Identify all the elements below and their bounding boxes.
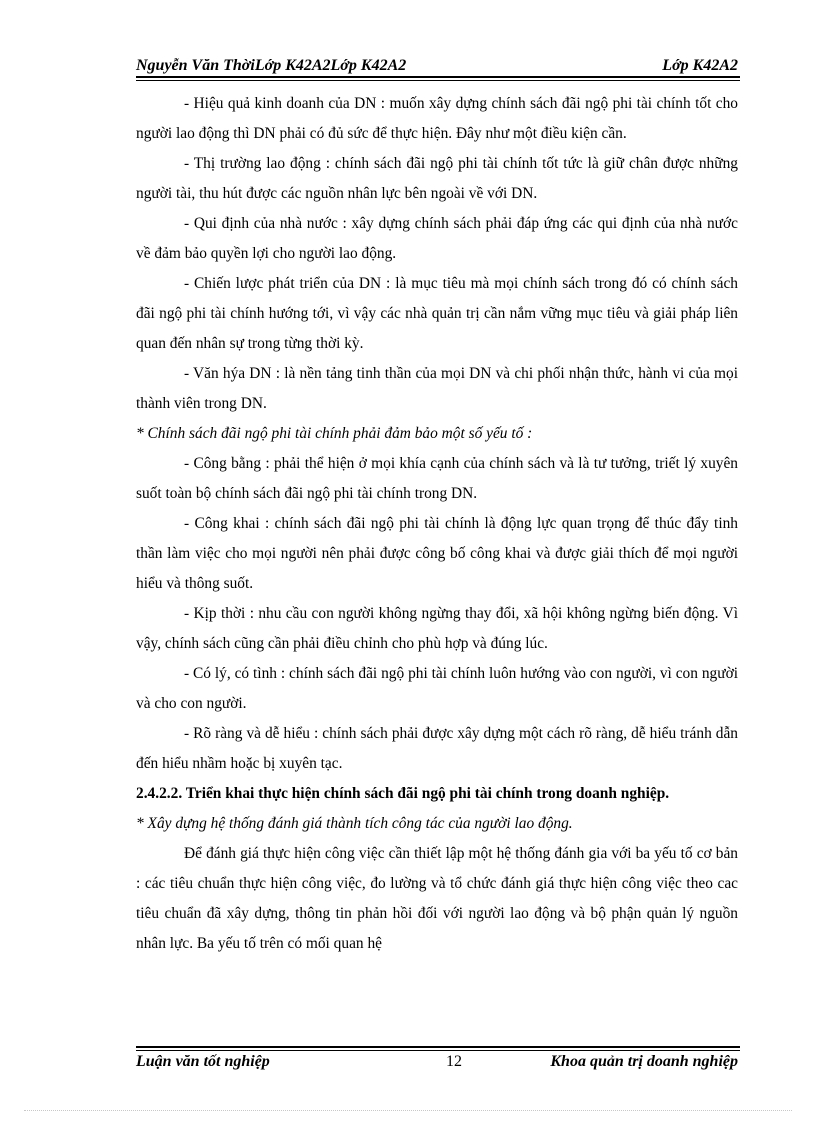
- paragraph-labor-market: - Thị trường lao động : chính sách đãi ngộ phi tài chính tốt tức là giữ chân được những người tài, thu hút được các nguồn nhân lực bên ngoài về với DN.: [136, 155, 738, 202]
- subheading-policy-factors: * Chính sách đãi ngộ phi tài chính phải đảm bảo một số yếu tố :: [136, 425, 533, 442]
- paragraph-state-regulations: - Qui định của nhà nước : xây dựng chính sách phải đáp ứng các qui định của nhà nước về đảm bảo quyền lợi cho người lao động.: [136, 215, 738, 262]
- subheading-evaluation-system: * Xây dựng hệ thống đánh giá thành tích công tác của người lao động.: [136, 815, 573, 832]
- document-body: [136, 89, 738, 959]
- page-number: 12: [446, 1053, 462, 1070]
- paragraph-fairness: - Công bằng : phải thể hiện ở mọi khía cạnh của chính sách và là tư tưởng, triết lý xuyên suốt toàn bộ chính sách đãi ngộ phi tài chính trong DN.: [136, 455, 738, 502]
- footer-faculty-label: Khoa quản trị doanh nghiệp: [550, 1053, 738, 1070]
- paragraph-clarity: - Rõ ràng và dễ hiểu : chính sách phải được xây dựng một cách rõ ràng, dễ hiểu tránh dẫn đến hiểu nhầm hoặc bị xuyên tạc.: [136, 725, 738, 772]
- footer-thesis-label: Luận văn tốt nghiệp: [136, 1053, 270, 1070]
- page-footer: [136, 1052, 738, 1074]
- page-bottom-border: [24, 1110, 792, 1111]
- paragraph-timeliness: - Kịp thời : nhu cầu con người không ngừng thay đổi, xã hội không ngừng biến động. Vì vậy, chính sách cũng cần phải điều chỉnh cho phù hợp và đúng lúc.: [136, 605, 738, 652]
- paragraph-reasonable: - Có lý, có tình : chính sách đãi ngộ phi tài chính luôn hướng vào con người, vì con người và cho con người.: [136, 665, 738, 712]
- header-class: Lớp K42A2: [662, 57, 738, 74]
- header-rule: [136, 76, 740, 78]
- paragraph-corporate-culture: - Văn hýa DN : là nền tảng tinh thần của mọi DN và chi phối nhận thức, hành vi của mọi thành viên trong DN.: [136, 365, 738, 412]
- footer-rule: [136, 1046, 740, 1048]
- header-rule-thin: [136, 80, 740, 81]
- paragraph-development-strategy: - Chiến lược phát triển của DN : là mục tiêu mà mọi chính sách trong đó có chính sách đãi ngộ phi tài chính hướng tới, vì vậy các nhà quản trị cần nắm vững mục tiêu và giải pháp liên quan đến nhân sự trong từng thời kỳ.: [136, 275, 738, 352]
- header-author-class: Nguyễn Văn ThờiLớp K42A2Lớp K42A2: [136, 57, 407, 74]
- paragraph-business-efficiency: - Hiệu quả kinh doanh của DN : muốn xây dựng chính sách đãi ngộ phi tài chính tốt cho người lao động thì DN phải có đủ sức để thực hiện. Đây như một điều kiện cần.: [136, 95, 738, 142]
- section-heading-2-4-2-2: 2.4.2.2. Triển khai thực hiện chính sách đãi ngộ phi tài chính trong doanh nghiệp.: [136, 785, 670, 802]
- paragraph-evaluation: Để đánh giá thực hiện công việc cần thiết lập một hệ thống đánh gia với ba yếu tố cơ bản : các tiêu chuẩn thực hiện công việc, đo lường và tổ chức đánh giá thực hiện công việc theo cac tiêu chuẩn đã xây dựng, thông tin phản hồi đối với người lao động và bộ phận quản lý nguồn nhân lực. Ba yếu tố trên có mối quan hệ: [136, 845, 738, 952]
- page-header: [136, 52, 738, 76]
- footer-rule-thin: [136, 1050, 740, 1051]
- paragraph-transparency: - Công khai : chính sách đãi ngộ phi tài chính là động lực quan trọng để thúc đẩy tinh thần làm việc cho mọi người nên phải được công bố công khai và được giải thích để mọi người hiểu và thông suốt.: [136, 515, 738, 592]
